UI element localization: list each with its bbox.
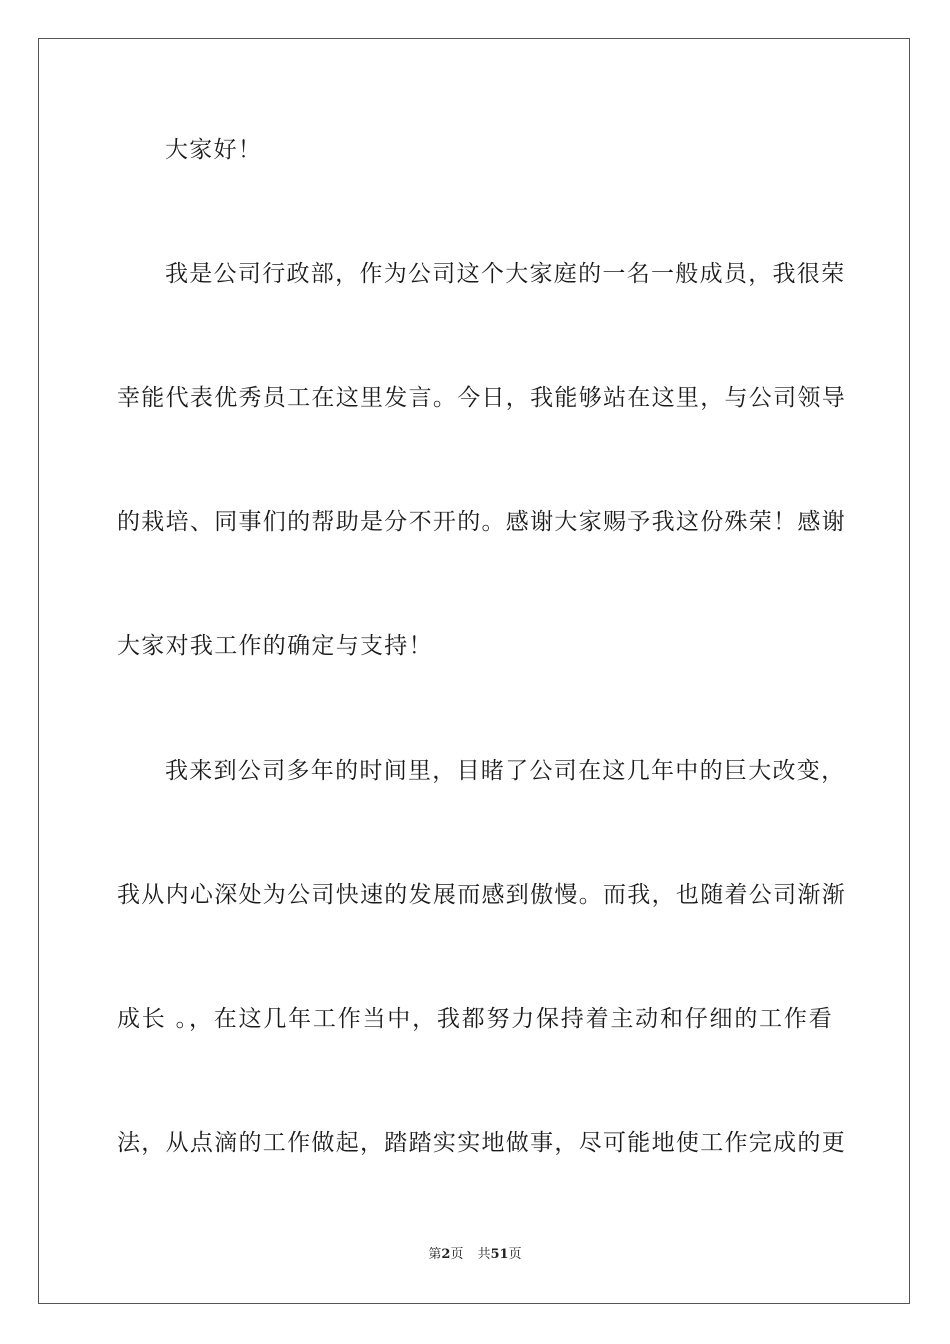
page-footer (0, 1246, 950, 1264)
body-line: 成长 。，在这几年工作当中，我都努力保持着主动和仔细的工作看 (117, 1006, 833, 1032)
body-line: 我是公司行政部，作为公司这个大家庭的一名一般成员，我很荣 (165, 261, 846, 287)
page-border (38, 38, 910, 1304)
total-pages-number: 51 (490, 1247, 509, 1262)
footer-page-word: 页 (450, 1247, 464, 1262)
body-line: 幸能代表优秀员工在这里发言。今日，我能够站在这里，与公司领导 (117, 385, 846, 411)
greeting-line: 大家好！ (165, 137, 263, 163)
body-line: 我从内心深处为公司快速的发展而感到傲慢。而我，也随着公司渐渐 (117, 882, 846, 908)
body-line: 的栽培、同事们的帮助是分不开的。感谢大家赐予我这份殊荣！感谢 (117, 509, 846, 535)
footer-total-suffix: 页 (508, 1247, 522, 1262)
body-line: 法，从点滴的工作做起，踏踏实实地做事，尽可能地使工作完成的更 (117, 1130, 846, 1156)
body-line: 大家对我工作的确定与支持！ (117, 633, 433, 659)
current-page-number: 2 (441, 1247, 451, 1262)
footer-prefix: 第 (428, 1247, 442, 1262)
body-line: 我来到公司多年的时间里，目睹了公司在这几年中的巨大改变， (165, 758, 846, 784)
footer-total-prefix: 共 (477, 1247, 491, 1262)
